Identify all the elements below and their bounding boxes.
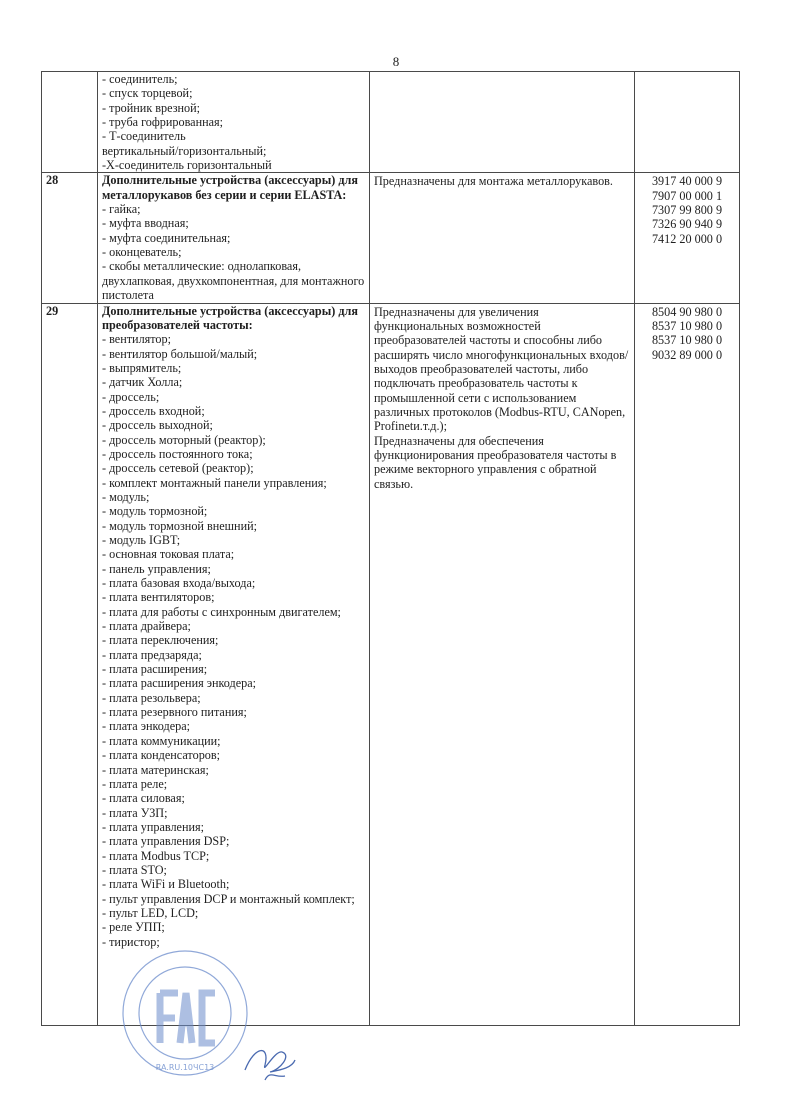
hs-codes-cell bbox=[635, 303, 740, 1025]
product-group-title: Дополнительные устройства (аксессуары) для преобразователей частоты: bbox=[102, 303, 358, 332]
product-item: - дроссель выходной; bbox=[102, 418, 213, 433]
product-item: - вентилятор большой/малый; bbox=[102, 346, 258, 361]
product-item: - тиристор; bbox=[102, 934, 160, 949]
purpose-cell bbox=[370, 173, 635, 303]
purpose-cell bbox=[370, 303, 635, 1025]
product-item: - плата предзаряда; bbox=[102, 647, 202, 662]
hs-code: 8537 10 980 0 bbox=[651, 318, 723, 333]
purpose-cell bbox=[370, 72, 635, 173]
table-row bbox=[42, 303, 740, 1025]
hs-code: 7307 99 800 9 bbox=[651, 203, 723, 218]
product-group-title: Дополнительные устройства (аксессуары) для металлорукавов без серии и серии ELASTA: bbox=[102, 173, 358, 202]
table-row bbox=[42, 173, 740, 303]
product-item: - модуль IGBT; bbox=[102, 533, 181, 547]
product-item: - комплект монтажный панели управления; bbox=[102, 475, 327, 490]
product-item: - плата расширения; bbox=[102, 662, 208, 677]
product-item: - пульт LED, LCD; bbox=[102, 905, 199, 920]
product-item: - дроссель сетевой (реактор); bbox=[102, 461, 254, 476]
product-item: - основная токовая плата; bbox=[102, 547, 235, 562]
product-item: - плата вентиляторов; bbox=[102, 590, 215, 605]
product-item: - плата материнская; bbox=[102, 762, 209, 777]
product-item: - спуск торцевой; bbox=[102, 86, 193, 101]
purpose-text: Предназначены для обеспечения функционирования преобразователя частоты в режиме векторного управления с обратной связью. bbox=[374, 433, 617, 491]
product-item: - панель управления; bbox=[102, 561, 211, 576]
product-item: - датчик Холла; bbox=[102, 375, 183, 390]
document-table bbox=[41, 71, 740, 1026]
product-item: - плата драйвера; bbox=[102, 619, 191, 634]
product-item: - плата резервного питания; bbox=[102, 705, 247, 720]
product-cell bbox=[98, 72, 370, 173]
product-item: - плата переключения; bbox=[102, 633, 219, 648]
product-item: - плата STO; bbox=[102, 862, 167, 877]
product-item: - вентилятор; bbox=[102, 332, 171, 347]
product-item: - плата управления; bbox=[102, 819, 204, 834]
product-item: - труба гофрированная; bbox=[102, 115, 224, 130]
row-number: 29 bbox=[42, 303, 98, 1025]
hs-code: 7412 20 000 0 bbox=[651, 231, 723, 246]
hs-code: 8504 90 980 0 bbox=[651, 304, 723, 319]
product-item: - плата базовая входа/выхода; bbox=[102, 576, 256, 591]
product-item: - реле УПП; bbox=[102, 920, 165, 935]
purpose-text: Предназначены для увеличения функциональных возможностей преобразователей частоты и способны либо расширять число многофункциональных входов/ выходов преобразователей частоты, либо подключать преобразователь частоты к промышленной сети с использованием различных протоколов (Modbus-RTU, CANopen, Profinetи.т.д.); bbox=[374, 304, 629, 434]
product-item: - скобы металлические: однолапковая, двухлапковая, двухкомпонентная, для монтажного пистолета bbox=[102, 259, 365, 303]
product-item: - пульт управления DCP и монтажный комплект; bbox=[102, 891, 355, 906]
row-number: 28 bbox=[42, 173, 98, 303]
product-item: - плата силовая; bbox=[102, 791, 185, 806]
product-item: - соединитель; bbox=[102, 72, 178, 86]
product-cell bbox=[98, 173, 370, 303]
product-item: - плата конденсаторов; bbox=[102, 748, 221, 763]
hs-codes-cell bbox=[635, 173, 740, 303]
product-item: - плата резольвера; bbox=[102, 690, 201, 705]
page-number: 8 bbox=[392, 54, 400, 69]
product-item: - дроссель; bbox=[102, 389, 160, 404]
product-item: - дроссель моторный (реактор); bbox=[102, 432, 266, 447]
product-item: - плата реле; bbox=[102, 776, 168, 791]
row-number bbox=[42, 72, 98, 173]
hs-code: 7907 00 000 1 bbox=[651, 188, 723, 203]
hs-codes-cell bbox=[635, 72, 740, 173]
product-item: - модуль тормозной; bbox=[102, 504, 208, 519]
product-item: - плата WiFi и Bluetooth; bbox=[102, 877, 230, 892]
product-item: вертикальный/горизонтальный; bbox=[102, 143, 267, 158]
product-item: - выпрямитель; bbox=[102, 360, 182, 375]
product-item: - тройник врезной; bbox=[102, 100, 201, 115]
product-item: - плата расширения энкодера; bbox=[102, 676, 257, 691]
product-item: - муфта соединительная; bbox=[102, 230, 231, 245]
product-item: - муфта вводная; bbox=[102, 216, 189, 231]
product-item: -Х-соединитель горизонтальный bbox=[102, 158, 272, 173]
signature-icon bbox=[240, 1040, 300, 1085]
stamp-text: RA.RU.10ЧС13 bbox=[155, 1063, 215, 1072]
hs-code: 9032 89 000 0 bbox=[651, 347, 723, 362]
hs-code: 3917 40 000 9 bbox=[651, 174, 723, 189]
product-item: - дроссель постоянного тока; bbox=[102, 446, 253, 461]
purpose-text: Предназначены для монтажа металлорукавов. bbox=[374, 174, 613, 189]
product-item: - оконцеватель; bbox=[102, 245, 182, 260]
hs-code: 8537 10 980 0 bbox=[651, 333, 723, 348]
product-item: - модуль тормозной внешний; bbox=[102, 518, 258, 533]
product-item: - плата коммуникации; bbox=[102, 733, 221, 748]
product-item: - плата Modbus TCP; bbox=[102, 848, 210, 863]
hs-code: 7326 90 940 9 bbox=[651, 217, 723, 232]
product-item: - Т-соединитель bbox=[102, 129, 186, 144]
product-item: - модуль; bbox=[102, 489, 150, 504]
table-row bbox=[42, 72, 740, 173]
product-item: - плата управления DSP; bbox=[102, 834, 230, 849]
product-item: - гайка; bbox=[102, 202, 141, 217]
product-item: - дроссель входной; bbox=[102, 403, 205, 418]
product-item: - плата для работы с синхронным двигателем; bbox=[102, 604, 341, 619]
product-item: - плата энкодера; bbox=[102, 719, 191, 734]
product-cell bbox=[98, 303, 370, 1025]
product-item: - плата УЗП; bbox=[102, 805, 168, 820]
